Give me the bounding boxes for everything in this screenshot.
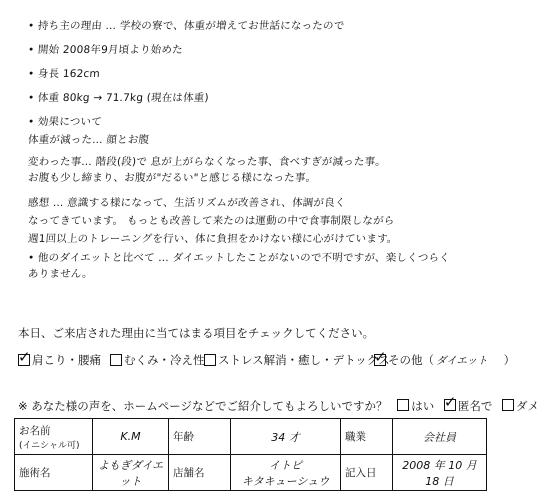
date-label: 記入日 xyxy=(341,455,393,491)
customer-info-table xyxy=(14,418,487,491)
job-value: 会社員 xyxy=(393,419,487,455)
question-permission-text: ※ あなた様の声を、ホームページなどでご紹介してもよろしいですか？ xyxy=(18,399,388,413)
checkbox-box[interactable] xyxy=(18,354,30,366)
age-value: 34 才 xyxy=(231,419,341,455)
checkbox-box[interactable] xyxy=(110,354,122,366)
treatment-value: よもぎダイエット xyxy=(93,455,169,491)
name-sublabel: (イニシャル可) xyxy=(19,440,80,451)
checkbox-stress[interactable] xyxy=(204,352,390,368)
age-label: 年齢 xyxy=(169,419,231,455)
checkbox-shoulder[interactable] xyxy=(18,352,101,368)
job-label: 職業 xyxy=(341,419,393,455)
question-reason: 本日、ご来店された理由に当てはまる項目をチェックしてください。 xyxy=(18,326,375,340)
note-comparison-2: ありません。 xyxy=(27,268,94,280)
name-label: お名前 xyxy=(19,424,51,437)
note-impression-3: 週1回以上のトレーニングを行い、体に負担をかけない様に心がけています。 xyxy=(27,233,399,245)
checkbox-other[interactable] xyxy=(374,352,515,368)
checkbox-box[interactable] xyxy=(397,399,409,411)
checkbox-box[interactable] xyxy=(444,399,456,411)
note-impression-2: なってきています。 もっとも改善して来たのは運動の中で食事制限しながら xyxy=(27,215,395,227)
name-value: K.M xyxy=(93,419,169,455)
option-no[interactable]: ダメ xyxy=(516,399,539,413)
note-changed-2: お腹も少し締まり、お腹が"だるい"と感じる様になった事。 xyxy=(27,172,317,184)
note-impression: 感想 … 意識する様になって、生活リズムが改善され、体調が良く xyxy=(27,197,346,209)
treatment-label: 施術名 xyxy=(15,455,93,491)
note-reason: • 持ち主の理由 … 学校の寮で、体重が増えてお世話になったので xyxy=(27,20,345,32)
note-weight: • 体重 80kg → 71.7kg (現在は体重) xyxy=(27,92,210,104)
note-comparison: • 他のダイエットと比べて … ダイエットしたことがないので不明ですが、楽しくつらく xyxy=(27,252,451,264)
other-close: ） xyxy=(503,353,516,367)
handwritten-notes xyxy=(22,10,477,310)
option-anonymous[interactable]: 匿名で xyxy=(457,399,493,413)
question-permission xyxy=(18,398,539,414)
checkbox-box[interactable] xyxy=(374,354,386,366)
checkbox-label: むくみ・冷え性 xyxy=(124,353,205,367)
other-text: ダイエット xyxy=(436,354,488,367)
date-value: 2008 年 10 月 18 日 xyxy=(393,455,487,491)
note-height: • 身長 162cm xyxy=(27,68,101,80)
store-label: 店舗名 xyxy=(169,455,231,491)
note-effect-head: • 効果について xyxy=(27,116,103,128)
checkbox-label: ストレス解消・癒し・デトックス xyxy=(218,353,390,367)
store-value: イトピ キタキューシュウ xyxy=(231,455,341,491)
name-label-cell xyxy=(15,419,93,455)
note-reduced: 体重が減った… 顔とお腹 xyxy=(27,134,150,146)
note-changed: 変わった事… 階段(段)で 息が上がらなくなった事、食べすぎが減った事。 xyxy=(27,156,387,168)
option-yes[interactable]: はい xyxy=(411,399,435,413)
checkbox-label: 肩こり・腰痛 xyxy=(32,353,101,367)
checkbox-box[interactable] xyxy=(204,354,216,366)
reason-checkboxes xyxy=(18,352,516,372)
checkbox-label: その他（ xyxy=(388,353,434,367)
checkbox-swelling[interactable] xyxy=(110,352,205,368)
note-start: • 開始 2008年9月頃より始めた xyxy=(27,44,184,56)
checkbox-box[interactable] xyxy=(502,399,514,411)
